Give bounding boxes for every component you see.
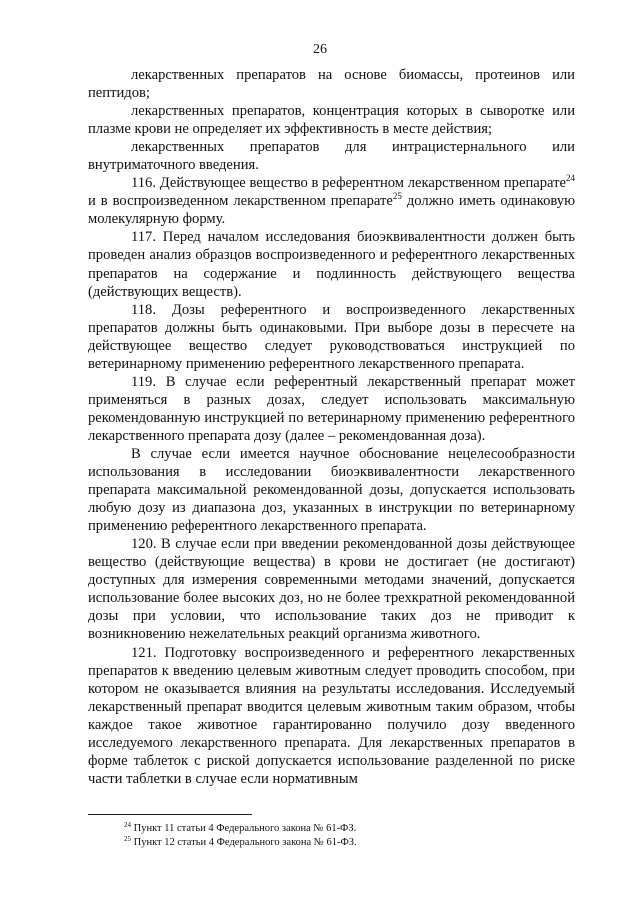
paragraph-list-item-1: лекарственных препаратов на основе биомассы, протеинов или пептидов; <box>88 67 575 102</box>
footnote-ref-25[interactable]: 25 <box>392 191 402 202</box>
paragraph-120: 120. В случае если при введении рекомендованной дозы действующее вещество (действующие вещества) в крови не достигает (не достигают) доступных для измерения современными методами значений, допускается использование более высоких доз, но не более трехкратной рекомендованной дозы при условии, что использование таких доз не приводит к возникновению нежелательных реакций организма животного. <box>88 536 575 643</box>
paragraph-116-part2: и в воспроизведенном лекарственном препарате <box>88 193 393 210</box>
paragraph-116-part1: 116. Действующее вещество в референтном лекарственном препарате <box>131 175 566 192</box>
paragraph-116-part3: должно иметь одинаковую молекулярную форму. <box>88 193 576 228</box>
paragraph-116 <box>88 174 575 228</box>
footnote-divider <box>88 814 252 815</box>
paragraph-list-item-2: лекарственных препаратов, концентрация которых в сыворотке или плазме крови не определяет их эффективность в месте действия; <box>88 103 575 138</box>
page-number: 26 <box>313 42 327 57</box>
footnotes <box>124 822 544 850</box>
paragraph-119-cont: В случае если имеется научное обоснование нецелесообразности использования в исследовании биоэквивалентности лекарственного препарата максимальной рекомендованной дозы, допускается использовать любую дозу из диапазона доз, указанных в инструкции по ветеринарному применению референтного лекарственного препарата. <box>88 445 575 535</box>
footnote-24 <box>124 822 544 836</box>
footnote-text: Пункт 11 статьи 4 Федерального закона № 61-ФЗ. <box>131 823 357 834</box>
footnote-25 <box>124 836 544 850</box>
paragraph-121: 121. Подготовку воспроизведенного и референтного лекарственных препаратов к введению целевым животным следует проводить способом, при котором не оказывается влияния на результаты исследования. Исследуемый лекарственный препарат вводится целевым животным таким образом, чтобы каждое такое животное гарантированно получило дозу введенного исследуемого лекарственного препарата. Для лекарственных препаратов в форме таблеток с риской допускается использование разделенной по риске части таблетки в случае если нормативным <box>88 644 575 787</box>
footnote-ref-24[interactable]: 24 <box>566 173 575 184</box>
footnote-mark: 24 <box>124 821 131 829</box>
paragraph-119: 119. В случае если референтный лекарственный препарат может применяться в разных дозах, следует использовать максимальную рекомендованную инструкцией по ветеринарному применению референтного лекарственного препарата дозу (далее – рекомендованная доза). <box>88 373 575 444</box>
paragraph-117: 117. Перед началом исследования биоэквивалентности должен быть проведен анализ образцов воспроизведенного и референтного лекарственных препаратов на содержание и подлинность действующего вещества (действующих веществ). <box>88 229 575 300</box>
body-text <box>88 66 575 788</box>
paragraph-list-item-3: лекарственных препаратов для интрацистернального или внутриматочного введения. <box>88 139 575 174</box>
paragraph-118: 118. Дозы референтного и воспроизведенного лекарственных препаратов должны быть одинаковыми. При выборе дозы в пересчете на действующее вещество следует руководствоваться инструкцией по ветеринарному применению референтного лекарственного препарата. <box>88 301 575 372</box>
footnote-mark: 25 <box>124 835 131 843</box>
footnote-text: Пункт 12 статьи 4 Федерального закона № 61-ФЗ. <box>131 837 357 848</box>
